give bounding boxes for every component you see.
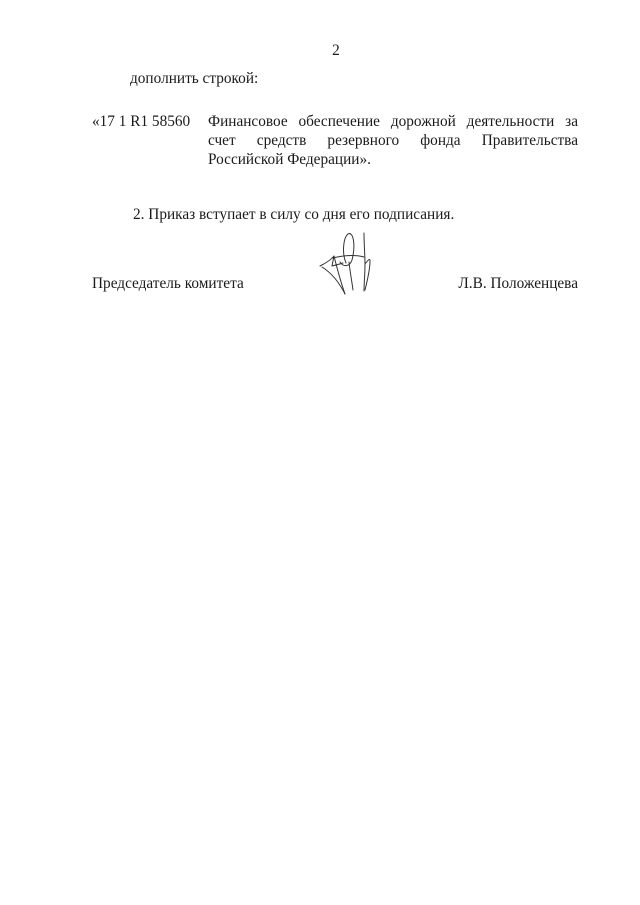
- signer-title: Председатель комитета: [92, 275, 244, 292]
- effective-date-clause: 2. Приказ вступает в силу со дня его подписания.: [133, 206, 455, 223]
- description-line: Российской Федерации».: [208, 151, 371, 168]
- description-line: Финансовое обеспечение дорожной деятельности за: [208, 113, 578, 130]
- budget-classification-code: «17 1 R1 58560: [92, 113, 191, 130]
- signature-icon: [318, 232, 380, 296]
- description-line: счет средств резервного фонда Правительства: [208, 132, 578, 149]
- signature-block: [92, 232, 578, 302]
- page-number: 2: [332, 42, 340, 59]
- intro-line: дополнить строкой:: [130, 70, 259, 87]
- budget-code-description: [208, 112, 578, 169]
- signer-name: Л.В. Положенцева: [458, 275, 578, 292]
